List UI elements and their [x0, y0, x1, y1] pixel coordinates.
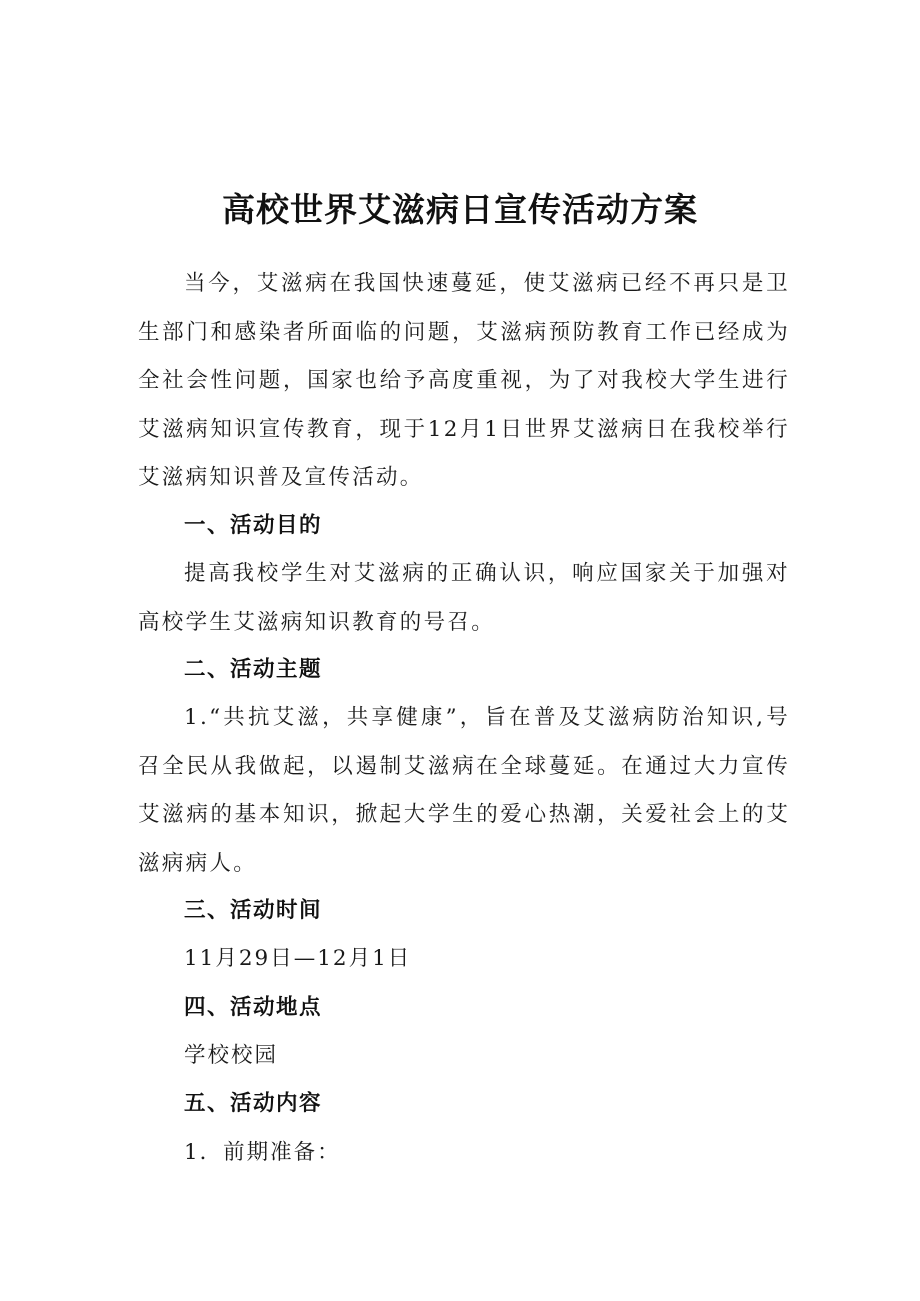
section-body-location: 学校校园	[184, 1043, 279, 1068]
section-heading-location: 四、活动地点	[184, 995, 323, 1020]
section-heading-purpose: 一、活动目的	[184, 513, 323, 538]
section-heading-time: 三、活动时间	[184, 898, 323, 923]
section-body-time: 11月29日—12月1日	[184, 946, 412, 971]
section-heading-theme: 二、活动主题	[184, 657, 323, 682]
intro-paragraph: 当今，艾滋病在我国快速蔓延，使艾滋病已经不再只是卫生部门和感染者所面临的问题，艾滋病预防教育工作已经成为全社会性问题，国家也给予高度重视，为了对我校大学生进行艾滋病知识宣传教育，现于12月1日世界艾滋病日在我校举行艾滋病知识普及宣传活动。	[138, 271, 790, 490]
section-heading-content: 五、活动内容	[184, 1091, 323, 1116]
document-title: 高校世界艾滋病日宣传活动方案	[222, 190, 698, 230]
section-body-theme: 1.“共抗艾滋，共享健康”，旨在普及艾滋病防治知识,号召全民从我做起，以遏制艾滋病在全球蔓延。在通过大力宣传艾滋病的基本知识，掀起大学生的爱心热潮，关爱社会上的艾滋病病人。	[138, 705, 790, 876]
section-body-purpose: 提高我校学生对艾滋病的正确认识，响应国家关于加强对高校学生艾滋病知识教育的号召。	[138, 561, 790, 635]
section-body-content: 1．前期准备：	[184, 1140, 341, 1165]
